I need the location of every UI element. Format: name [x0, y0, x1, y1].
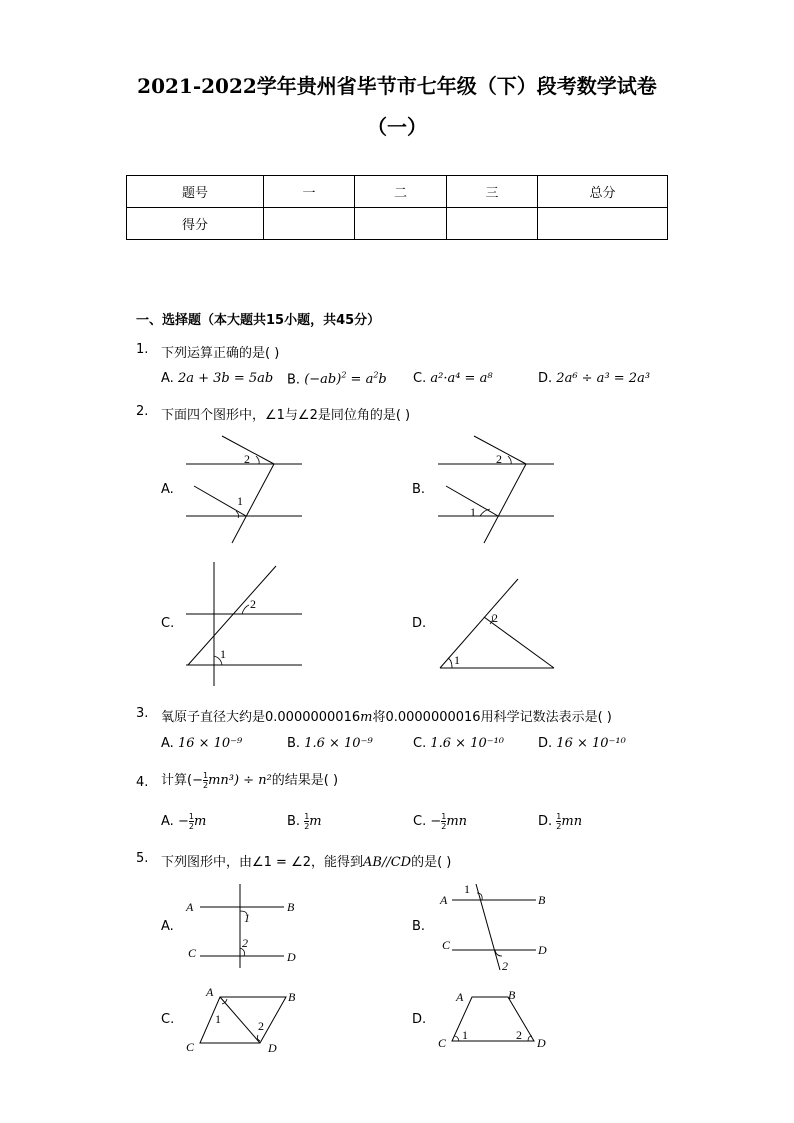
option-d-label: D. — [412, 616, 427, 631]
option-text: 1.6 × 10⁻¹⁰ — [430, 736, 505, 751]
point-C-label: C — [188, 946, 197, 960]
option-label: B. — [287, 736, 301, 751]
question-text — [161, 706, 612, 725]
score-header-cell: 二 — [355, 176, 447, 208]
score-table — [126, 175, 668, 240]
option-c — [413, 812, 467, 831]
option-c — [413, 371, 493, 386]
angle-2-label: 2 — [244, 452, 250, 466]
point-C-label: C — [186, 1040, 195, 1054]
angle-2-label: 2 — [242, 936, 248, 950]
option-label: A. — [161, 814, 174, 829]
option-label: D. — [538, 736, 553, 751]
question-text-part: 下列图形中，由∠1 = ∠2，能得到 — [161, 855, 364, 870]
fraction-numerator: 1 — [441, 812, 447, 821]
question-number: 1. — [136, 342, 149, 357]
option-label: B. — [287, 814, 301, 829]
question-text — [161, 769, 338, 790]
fraction-denominator: 2 — [202, 781, 209, 790]
figure-q2-b — [432, 430, 557, 545]
fraction-denominator: 2 — [188, 822, 194, 831]
question-text-part: 的是( ) — [411, 855, 452, 870]
question-number: 2. — [136, 404, 149, 419]
option-b — [287, 812, 322, 831]
option-b-label: B. — [412, 482, 426, 497]
point-B-label: B — [288, 990, 296, 1004]
angle-2-label: 2 — [502, 959, 508, 973]
option-sign: − — [430, 814, 442, 829]
option-text: 16 × 10⁻⁹ — [177, 736, 243, 751]
score-table-header-row — [127, 176, 668, 208]
figure-q2-c — [180, 558, 305, 688]
option-text: m — [309, 814, 322, 829]
option-b — [287, 371, 387, 387]
section-heading: 一、选择题（本大题共15小题，共45分） — [136, 313, 381, 328]
score-cell[interactable] — [447, 208, 538, 240]
point-D-label: D — [268, 1041, 277, 1055]
question-text-part: 将0.0000000016用科学记数法表示是( ) — [372, 710, 612, 725]
point-A-label: A — [186, 900, 194, 914]
option-d — [538, 736, 626, 751]
angle-1-label: 1 — [462, 1028, 468, 1042]
figure-q5-d — [432, 983, 562, 1055]
score-cell[interactable] — [355, 208, 447, 240]
option-text: mn — [446, 814, 468, 829]
question-text-part: m — [360, 710, 373, 725]
exam-title-suffix: （一） — [367, 115, 427, 139]
angle-2-label: 2 — [496, 452, 502, 466]
point-D-label: D — [538, 943, 547, 957]
angle-1-label: 1 — [454, 653, 460, 667]
option-label: C. — [413, 371, 427, 386]
score-cell[interactable] — [264, 208, 355, 240]
angle-1-label: 1 — [470, 505, 476, 519]
fraction-denominator: 2 — [304, 822, 310, 831]
option-text: mn — [561, 814, 583, 829]
score-cell[interactable] — [538, 208, 668, 240]
option-label: C. — [413, 736, 427, 751]
question-text-part: 计算(− — [161, 773, 203, 788]
option-a-label: A. — [161, 919, 174, 934]
option-a — [161, 736, 242, 751]
figure-q2-a — [180, 430, 305, 545]
option-a-label: A. — [161, 482, 174, 497]
option-label: D. — [538, 371, 553, 386]
option-c-label: C. — [161, 616, 175, 631]
option-text: 2a⁶ ÷ a³ = 2a³ — [556, 371, 651, 386]
option-b — [287, 736, 373, 751]
question-text-part: 氧原子直径大约是0.0000000016 — [161, 710, 361, 725]
score-table-score-row — [127, 208, 668, 240]
option-label: D. — [538, 814, 553, 829]
option-a — [161, 812, 206, 831]
point-C-label: C — [438, 1036, 447, 1050]
exam-title: 2021-2022学年贵州省毕节市七年级（下）段考数学试卷 — [137, 74, 657, 98]
option-text: b — [378, 372, 387, 388]
question-number: 5. — [136, 851, 149, 866]
point-A-label: A — [440, 893, 448, 907]
option-text: 1.6 × 10⁻⁹ — [304, 736, 373, 751]
angle-1-label: 1 — [215, 1012, 221, 1026]
option-label: C. — [413, 814, 427, 829]
angle-2-label: 2 — [516, 1028, 522, 1042]
option-d — [538, 371, 650, 386]
option-a — [161, 371, 273, 386]
exponent: 2 — [341, 371, 347, 380]
fraction-denominator: 2 — [441, 822, 447, 831]
option-d — [538, 812, 582, 831]
score-header-cell: 题号 — [127, 176, 264, 208]
fraction-numerator: 1 — [188, 812, 194, 821]
option-text: = a — [346, 372, 374, 388]
point-A-label: A — [456, 990, 464, 1004]
option-text: a²·a⁴ = a⁸ — [430, 371, 493, 386]
angle-2-label: 2 — [258, 1019, 264, 1033]
figure-q5-c — [180, 983, 310, 1055]
question-text-part: mn³) ÷ n² — [208, 773, 272, 788]
angle-1-label: 1 — [464, 882, 470, 896]
score-header-cell: 总分 — [538, 176, 668, 208]
question-text: 下面四个图形中，∠1与∠2是同位角的是( ) — [161, 408, 411, 423]
fraction-denominator: 2 — [556, 822, 562, 831]
option-b-label: B. — [412, 919, 426, 934]
angle-1-label: 1 — [244, 911, 250, 925]
fraction-numerator: 1 — [304, 812, 310, 821]
option-text: 16 × 10⁻¹⁰ — [556, 736, 626, 751]
question-text — [161, 851, 451, 870]
option-sign: − — [177, 814, 189, 829]
question-text-part: 的结果是( ) — [271, 773, 339, 788]
angle-1-label: 1 — [237, 494, 243, 508]
option-text: 2a + 3b = 5ab — [177, 371, 274, 386]
exponent: 2 — [373, 371, 379, 380]
option-text: (−ab) — [304, 372, 342, 388]
option-c-label: C. — [161, 1012, 175, 1027]
angle-2-label: 2 — [492, 611, 498, 625]
point-D-label: D — [287, 950, 296, 964]
figure-q5-b — [432, 880, 562, 975]
option-d-label: D. — [412, 1012, 427, 1027]
option-text: m — [193, 814, 207, 829]
score-header-cell: 三 — [447, 176, 538, 208]
figure-q5-a — [180, 880, 305, 970]
point-B-label: B — [538, 893, 546, 907]
point-B-label: B — [287, 900, 295, 914]
option-label: A. — [161, 736, 174, 751]
point-A-label: A — [206, 985, 214, 999]
option-label: A. — [161, 371, 174, 386]
fraction-numerator: 1 — [202, 771, 209, 780]
question-number: 4. — [136, 775, 149, 790]
question-text: 下列运算正确的是( ) — [161, 346, 280, 361]
point-C-label: C — [442, 938, 451, 952]
option-label: B. — [287, 372, 301, 388]
point-B-label: B — [508, 988, 516, 1002]
angle-1-label: 1 — [220, 647, 226, 661]
fraction-numerator: 1 — [556, 812, 562, 821]
option-c — [413, 736, 504, 751]
figure-q2-d — [432, 572, 562, 676]
point-D-label: D — [537, 1036, 546, 1050]
question-number: 3. — [136, 706, 149, 721]
question-text-part: AB//CD — [363, 855, 412, 870]
angle-2-label: 2 — [250, 597, 256, 611]
score-header-cell: 一 — [264, 176, 355, 208]
score-row-label: 得分 — [127, 208, 264, 240]
